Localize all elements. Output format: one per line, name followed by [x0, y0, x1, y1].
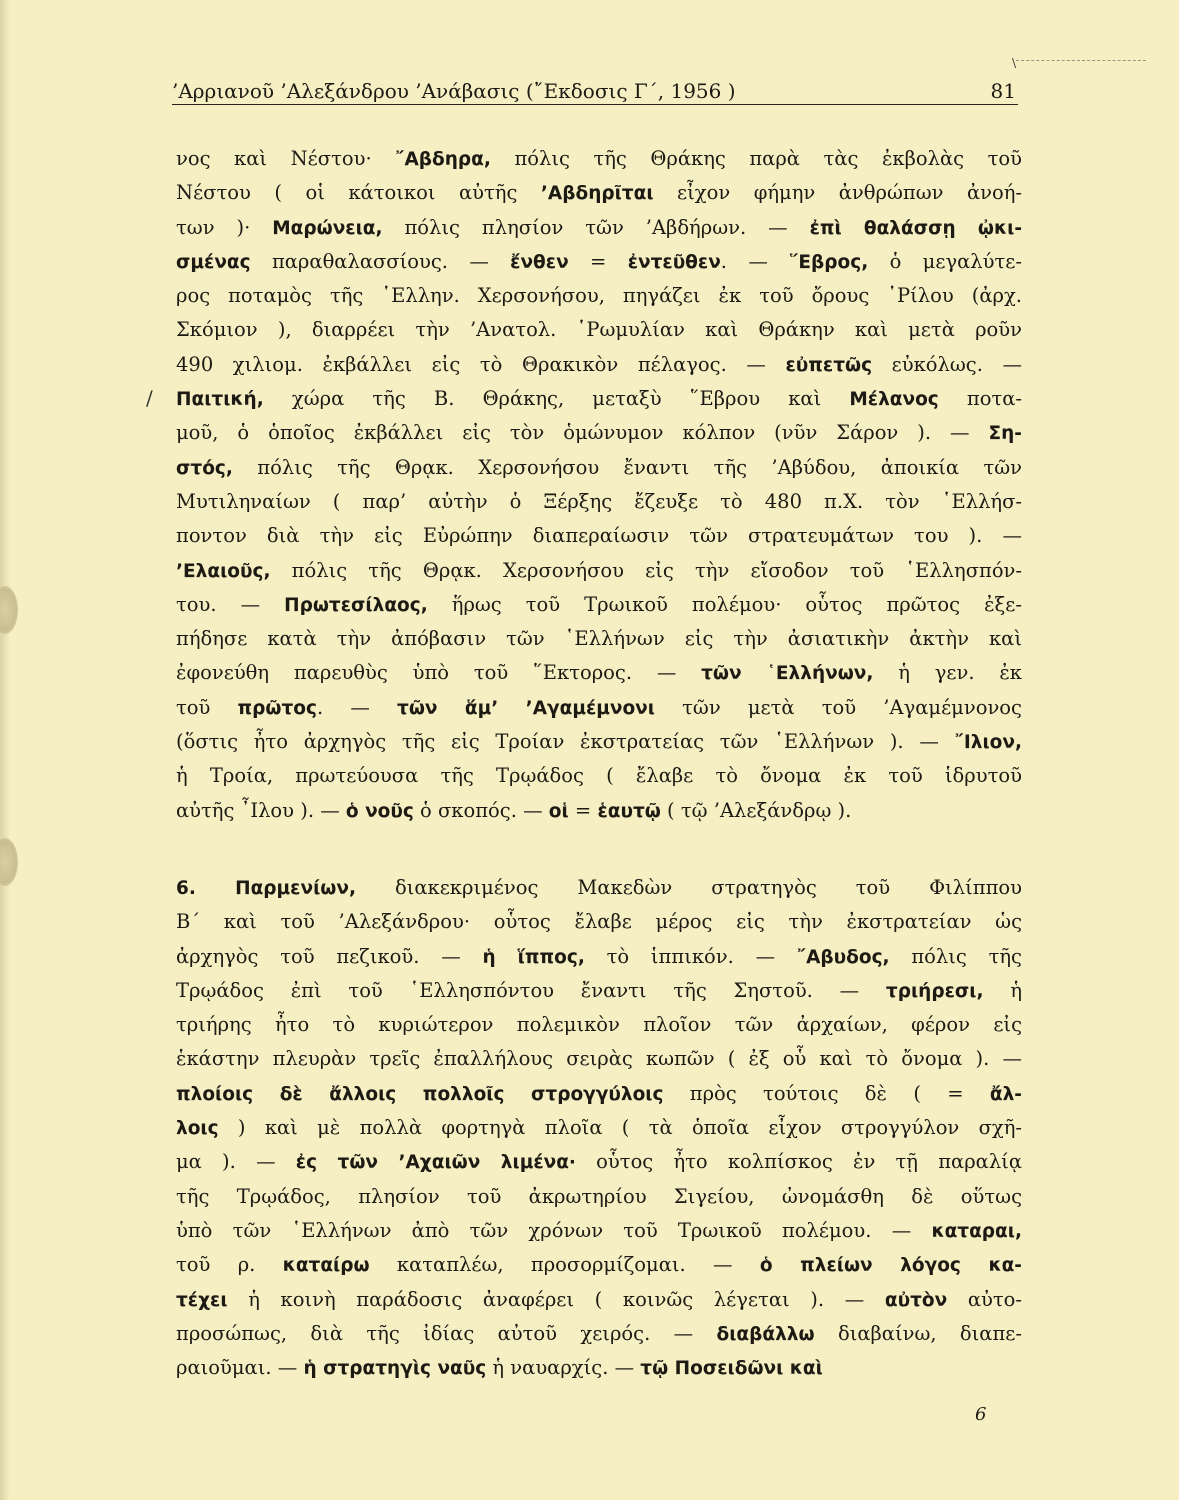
page-number: 81	[990, 79, 1016, 103]
lemma-bold: τριήρεσι,	[885, 980, 984, 1002]
lemma-bold: ὁ πλείων λόγος κα-	[759, 1255, 1022, 1277]
text-run: ἀρχηγὸς τοῦ πεζικοῦ. —	[176, 944, 483, 968]
lemma-bold: ῎Ιλιον,	[954, 732, 1022, 754]
lemma-bold: πλοίοις δὲ ἄλλοις πολλοῖς στρογγύλοις	[176, 1083, 664, 1105]
text-run: ἡ ναυαρχίς. —	[486, 1356, 641, 1380]
lemma-bold: ἑαυτῷ	[597, 800, 661, 822]
text-run: μοῦ, ὁ ὁποῖος ἐκβάλλει εἰς τὸν ὁμώνυμον κόλπον (νῦν Σάρον ). —	[176, 421, 989, 445]
text-run: αὐτο-	[947, 1287, 1022, 1311]
text-line	[176, 1145, 1022, 1179]
margin-annotation: /	[146, 386, 153, 410]
lemma-bold: ἡ ἵππος,	[482, 946, 585, 968]
lemma-bold: λοις	[176, 1118, 219, 1140]
lemma-bold: πρῶτος	[237, 697, 317, 719]
lemma-bold: ῞Εβρος,	[789, 251, 869, 273]
text-line	[176, 313, 1022, 347]
corner-dash	[1016, 60, 1146, 61]
lemma-bold: τῶν ῾Ελλήνων,	[701, 663, 874, 685]
lemma-bold: Πρωτεσίλαος,	[284, 594, 428, 616]
text-line	[176, 940, 1022, 974]
text-run: ἥρως τοῦ Τρωικοῦ πολέμου· οὗτος πρῶτος ἐξε-	[427, 592, 1022, 616]
lemma-bold: τέχει	[176, 1289, 228, 1311]
corner-mark: \	[1012, 56, 1017, 70]
text-line	[176, 871, 1022, 905]
lemma-bold: Ση-	[988, 423, 1022, 445]
text-run: ἡ Τροία, πρωτεύουσα τῆς Τρῳάδος ( ἔλαβε τὸ ὄνομα ἐκ τοῦ ἱδρυτοῦ	[176, 764, 1022, 788]
text-line	[176, 656, 1022, 690]
text-run: τριήρης ἦτο τὸ κυριώτερον πολεμικὸν πλοῖον τῶν ἀρχαίων, φέρον εἰς	[176, 1013, 1022, 1037]
text-run: Μυτιληναίων ( παρ’ αὐτὴν ὁ Ξέρξης ἔζευξε τὸ 480 π.Χ. τὸν ῾Ελλήσ-	[176, 489, 1022, 513]
text-line	[176, 176, 1022, 210]
text-run: ἑκάστην πλευρὰν τρεῖς ἐπαλλήλους σειρὰς κωπῶν ( ἐξ οὗ καὶ τὸ ὄνομα ). —	[176, 1047, 1022, 1071]
paragraph-commentary-5	[176, 142, 1022, 828]
text-line	[176, 382, 1022, 416]
text-run: ) καὶ μὲ πολλὰ φορτηγὰ πλοῖα ( τὰ ὁποῖα εἶχον στρογγύλον σχῆ-	[218, 1116, 1022, 1140]
lemma-bold: ἔνθεν	[510, 251, 569, 273]
text-line	[176, 1180, 1022, 1214]
lemma-bold: ῎Αβυδος,	[796, 946, 890, 968]
lemma-bold: ἄλ-	[989, 1083, 1022, 1105]
text-run: τὸ ἱππικόν. —	[584, 944, 797, 968]
lemma-bold: ἐπὶ θαλάσσῃ ᾠκι-	[809, 217, 1022, 239]
text-run: διαβαίνω, διαπε-	[814, 1321, 1022, 1345]
text-run: πρὸς τούτοις δὲ ( =	[663, 1081, 990, 1105]
lemma-bold: ἡ στρατηγὶς ναῦς	[303, 1358, 487, 1380]
text-line	[176, 554, 1022, 588]
lemma-bold: ῎Αβδηρα,	[395, 149, 491, 170]
text-run: ποντον διὰ τὴν εἰς Εὐρώπην διαπεραίωσιν τῶν στρατευμάτων του ). —	[176, 524, 1022, 548]
text-run: των )·	[176, 215, 273, 239]
text-line	[176, 519, 1022, 553]
text-run: Β΄ καὶ τοῦ ’Αλεξάνδρου· οὗτος ἔλαβε μέρος εἰς τὴν ἐκστρατείαν ὡς	[176, 910, 1022, 934]
lemma-bold: τῷ Ποσειδῶνι καὶ	[640, 1358, 823, 1380]
text-line	[176, 794, 1022, 828]
text-line	[176, 348, 1022, 382]
text-run: ἡ	[983, 978, 1022, 1002]
text-run: ὑπὸ τῶν ῾Ελλήνων ἀπὸ τῶν χρόνων τοῦ Τρωικοῦ πολέμου. —	[176, 1218, 932, 1242]
text-run: ὁ σκοπός. —	[413, 798, 549, 822]
text-line	[176, 142, 1022, 176]
lemma-bold: ἐς τῶν ’Αχαιῶν λιμένα·	[295, 1152, 576, 1174]
text-run: καταπλέω, προσορμίζομαι. —	[369, 1253, 760, 1277]
text-line	[176, 1283, 1022, 1317]
lemma-bold: ’Αβδηρῖται	[540, 183, 654, 205]
text-line	[176, 1214, 1022, 1248]
lemma-bold: σμένας	[176, 251, 251, 273]
text-run: τοῦ ρ.	[176, 1253, 283, 1277]
lemma-bold: Παιτική,	[176, 389, 264, 411]
text-run: πόλις τῆς Θρᾳκ. Χερσονήσου εἰς τὴν εἴσοδον τοῦ ῾Ελλησπόν-	[270, 558, 1022, 582]
text-run: ποτα-	[938, 387, 1022, 411]
text-run: χώρα τῆς Β. Θράκης, μεταξὺ ῞Εβρου καὶ	[263, 387, 850, 411]
text-line	[176, 1111, 1022, 1145]
text-run: τοῦ	[176, 695, 238, 719]
text-run: τῶν μετὰ τοῦ ’Αγαμέμνονος	[654, 695, 1022, 719]
lemma-bold: Μέλανος	[849, 389, 939, 411]
lemma-bold: Μαρώνεια,	[272, 217, 383, 239]
text-line	[176, 245, 1022, 279]
lemma-bold: στός,	[176, 457, 233, 479]
text-run: διακεκριμένος Μακεδὼν στρατηγὸς τοῦ Φιλίππου	[355, 876, 1022, 899]
lemma-bold: διαβάλλω	[716, 1323, 815, 1345]
text-line	[176, 905, 1022, 939]
text-line	[176, 1042, 1022, 1076]
text-line	[176, 416, 1022, 450]
text-run: παραθαλασσίους. —	[250, 249, 511, 273]
text-line	[176, 759, 1022, 793]
binding-hole	[0, 586, 18, 634]
signature-number: 6	[975, 1404, 987, 1425]
binding-hole	[0, 838, 18, 886]
text-line	[176, 1077, 1022, 1111]
text-run: νος καὶ Νέστου·	[176, 147, 396, 170]
text-run: . —	[317, 695, 398, 719]
text-run: προσώπως, διὰ τῆς ἰδίας αὐτοῦ χειρός. —	[176, 1321, 717, 1345]
text-run: πόλις τῆς Θρᾳκ. Χερσονήσου ἔναντι τῆς ’Αβύδου, ἀποικία τῶν	[232, 455, 1022, 479]
text-line	[176, 691, 1022, 725]
text-line	[176, 974, 1022, 1008]
header-title: ’Αρριανοῦ ’Αλεξάνδρου ’Ανάβασις (῎Εκδοσις Γ΄, 1956 )	[172, 79, 736, 103]
text-run: Νέστου ( οἱ κάτοικοι αὐτῆς	[176, 181, 541, 205]
text-line	[176, 1351, 1022, 1385]
text-line	[176, 1248, 1022, 1282]
text-run: πόλις τῆς Θράκης παρὰ τὰς ἐκβολὰς τοῦ	[490, 147, 1022, 170]
lemma-bold: εὐπετῶς	[785, 354, 873, 376]
lemma-bold: ’Ελαιοῦς,	[176, 560, 271, 582]
text-run: ἡ γεν. ἐκ	[873, 661, 1022, 685]
text-run: ρος ποταμὸς τῆς ῾Ελλην. Χερσονήσου, πηγάζει ἐκ τοῦ ὄρους ῾Ρίλου (ἀρχ.	[176, 284, 1022, 308]
text-line	[176, 451, 1022, 485]
text-run: 490 χιλιομ. ἐκβάλλει εἰς τὸ Θρακικὸν πέλαγος. —	[176, 352, 786, 376]
text-line	[176, 588, 1022, 622]
text-run: εἶχον φήμην ἀνθρώπων ἀνοή-	[653, 181, 1022, 205]
lemma-bold: ὁ νοῦς	[345, 800, 414, 822]
text-run: (ὅστις ἦτο ἀρχηγὸς τῆς εἰς Τροίαν ἐκστρατείας τῶν ῾Ελλήνων ). —	[176, 730, 955, 754]
text-run: πόλις πλησίον τῶν ’Αβδήρων. —	[382, 215, 810, 239]
lemma-bold: ἐντεῦθεν	[627, 251, 721, 273]
text-run: ὁ μεγαλύτε-	[868, 249, 1022, 273]
text-line	[176, 279, 1022, 313]
lemma-bold: τῶν ἅμ’ ’Αγαμέμνονι	[397, 697, 655, 719]
lemma-bold: 6. Παρμενίων,	[176, 878, 356, 899]
header-rule	[172, 104, 1018, 105]
text-run: εὐκόλως. —	[872, 352, 1022, 376]
text-run: ( τῷ ’Αλεξάνδρῳ ).	[660, 798, 852, 822]
text-run: οὗτος ἦτο κολπίσκος ἐν τῇ παραλίᾳ	[575, 1150, 1022, 1174]
text-line	[176, 1008, 1022, 1042]
text-run: Τρῳάδος ἐπὶ τοῦ ῾Ελλησπόντου ἔναντι τῆς Σηστοῦ. —	[176, 978, 886, 1002]
text-line	[176, 622, 1022, 656]
text-run: αὐτῆς ῏Ιλου ). —	[176, 798, 346, 822]
text-run: του. —	[176, 592, 285, 616]
text-run: πόλις τῆς	[889, 944, 1022, 968]
text-run: =	[568, 249, 628, 273]
text-line	[176, 485, 1022, 519]
text-run: ἐφονεύθη παρευθὺς ὑπὸ τοῦ ῞Εκτορος. —	[176, 661, 702, 685]
lemma-bold: αὐτὸν	[884, 1289, 948, 1311]
page-edge-shadow	[0, 0, 10, 1500]
lemma-bold: καταίρω	[282, 1255, 370, 1277]
text-run: πήδησε κατὰ τὴν ἀπόβασιν τῶν ῾Ελλήνων εἰς τὴν ἀσιατικὴν ἀκτὴν καὶ	[176, 627, 1022, 651]
text-run: ἡ κοινὴ παράδοσις ἀναφέρει ( κοινῶς λέγεται ). —	[227, 1287, 885, 1311]
text-run: Σκόμιον ), διαρρέει τὴν ’Ανατολ. ῾Ρωμυλίαν καὶ Θράκην καὶ μετὰ ροῦν	[176, 318, 1022, 342]
text-line	[176, 1317, 1022, 1351]
paragraph-commentary-6	[176, 871, 1022, 1385]
text-line	[176, 725, 1022, 759]
text-run: =	[568, 798, 598, 822]
lemma-bold: οἱ	[548, 800, 569, 822]
text-run: μα ). —	[176, 1150, 296, 1174]
lemma-bold: καταραι,	[931, 1220, 1022, 1242]
text-run: τῆς Τρῳάδος, πλησίον τοῦ ἀκρωτηρίου Σιγείου, ὠνομάσθη δὲ οὕτως	[176, 1184, 1022, 1208]
text-run: . —	[720, 249, 790, 273]
text-run: ραιοῦμαι. —	[176, 1356, 304, 1380]
text-line	[176, 211, 1022, 245]
